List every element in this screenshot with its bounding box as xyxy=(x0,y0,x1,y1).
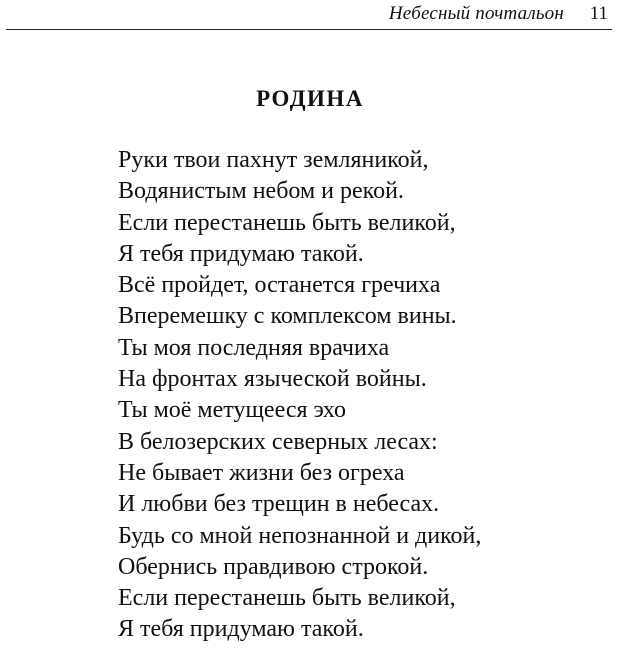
poem-line: Если перестанешь быть великой, xyxy=(118,209,456,236)
poem-line: Ты моё метущееся эхо xyxy=(118,397,346,424)
page-header xyxy=(0,0,620,34)
header-rule xyxy=(6,29,612,30)
poem-line: Обернись правдивою строкой. xyxy=(118,553,429,580)
poem-line: Я тебя придумаю такой. xyxy=(118,616,364,643)
poem-line: И любви без трещин в небесах. xyxy=(118,491,440,518)
poem-body xyxy=(118,145,481,646)
poem-line: Если перестанешь быть великой, xyxy=(118,585,456,612)
poem-line: Руки твои пахнут земляникой, xyxy=(118,147,429,173)
poem-line: Будь со мной непознанной и дикой, xyxy=(118,522,482,549)
running-title: Небесный почтальон xyxy=(388,3,564,24)
poem-line: Вперемешку с комплексом вины. xyxy=(118,303,457,330)
poem-line: Не бывает жизни без огреха xyxy=(118,459,405,486)
poem-line: На фронтах языческой войны. xyxy=(118,366,427,393)
poem-line: В белозерских северных лесах: xyxy=(118,428,438,455)
poem-line: Ты моя последняя врачиха xyxy=(118,334,390,361)
poem-line: Я тебя придумаю такой. xyxy=(118,240,364,267)
poem-line: Водянистым небом и рекой. xyxy=(118,178,404,205)
page-number: 11 xyxy=(589,3,608,24)
poem-title: РОДИНА xyxy=(256,86,364,111)
poem-line: Всё пройдет, останется гречиха xyxy=(118,272,441,299)
